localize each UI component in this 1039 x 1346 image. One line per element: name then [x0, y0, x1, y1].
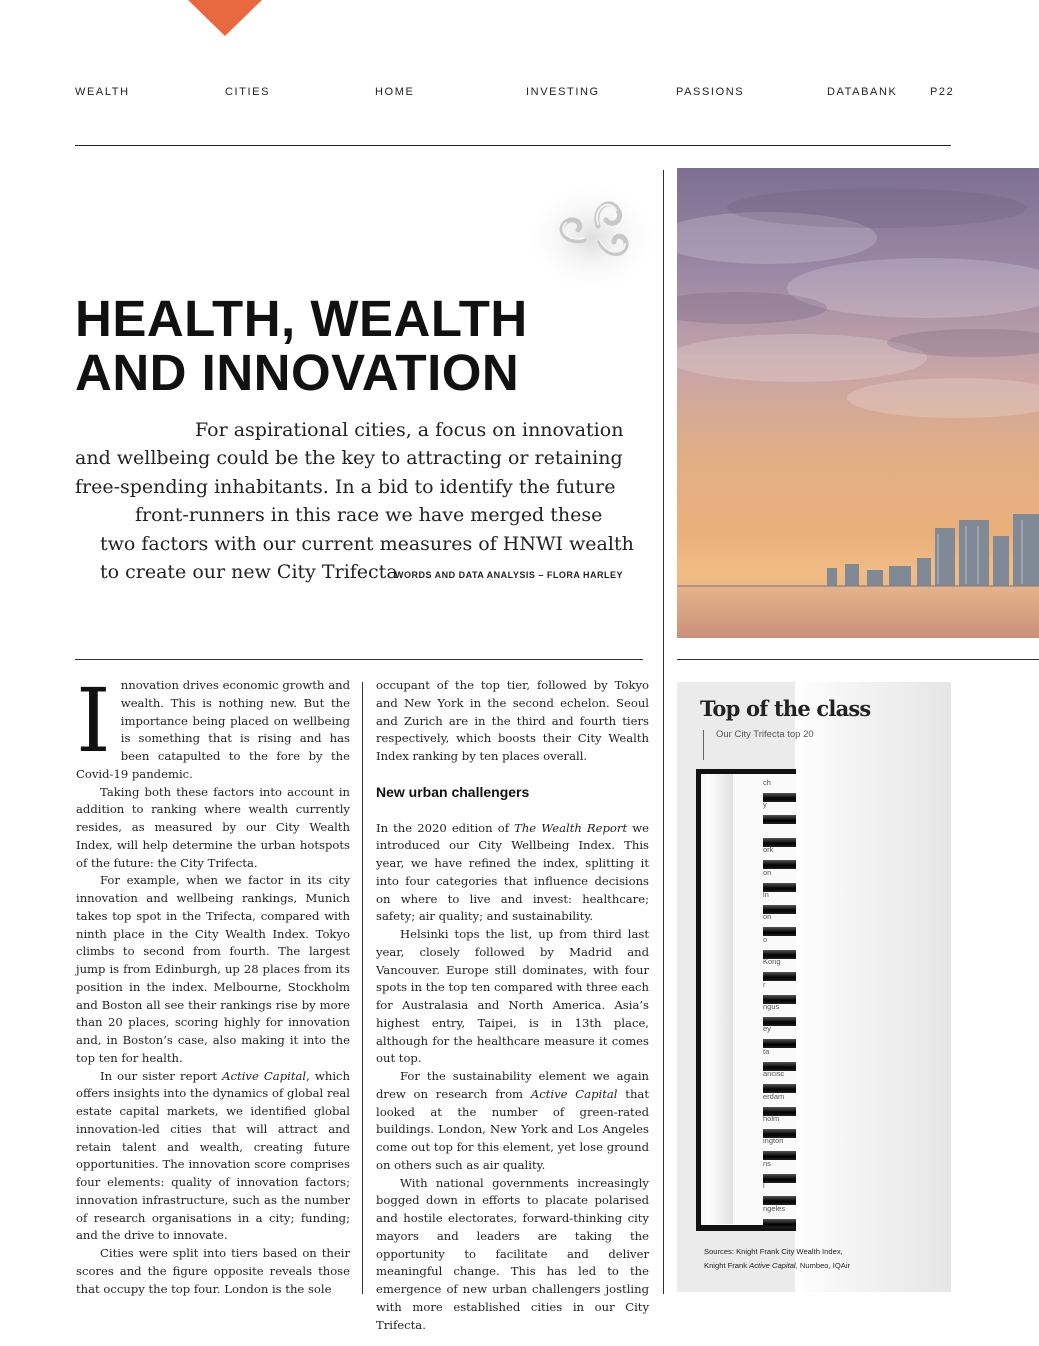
sources-line: Sources: Knight Frank City Wealth Index,	[704, 1247, 843, 1256]
standfirst-line: and wellbeing could be the key to attracting or retaining	[75, 447, 623, 470]
sidebar-subtitle: Our City Trifecta top 20	[716, 729, 814, 740]
nav-item-home[interactable]: HOME	[375, 86, 415, 98]
report-title: Active Capital	[530, 1086, 618, 1101]
bar-label: ns	[763, 1158, 771, 1168]
body-column-2	[376, 677, 649, 1334]
report-title: Active Capital	[222, 1068, 307, 1083]
standfirst-line: For aspirational cities, a focus on innovation	[195, 419, 624, 441]
bar-label: ln	[763, 890, 769, 899]
body-paragraph: Helsinki tops the list, up from third last year, closely followed by Madrid and Vancouver. Europe still dominates, with four spots in the top ten compared with three each for Australasia and North America. Asia’s highest entry, Taipei, is in 13th place, although for the healthcare measure it comes out top.	[376, 927, 649, 1066]
body-paragraph: occupant of the top tier, followed by Tokyo and New York in the second echelon. Seoul and Zurich are in the third and fourth tiers respectively, which boosts their City Wealth Index ranking by ten places overall.	[376, 678, 649, 763]
bar-label: ta	[763, 1046, 770, 1056]
triskelion-ornament	[500, 160, 660, 300]
standfirst	[75, 416, 634, 586]
text-run: Knight Frank	[704, 1261, 750, 1270]
nav-item-wealth[interactable]: WEALTH	[75, 86, 130, 98]
standfirst-line: two factors with our current measures of HNWI wealth	[100, 532, 634, 555]
bar-label: on	[763, 912, 772, 922]
text-run: that looked at the number of green-rated buildings. London, New York and Los Angeles come out top for this element, yet lose ground on others such as air quality.	[376, 1086, 649, 1172]
body-paragraph: Cities were split into tiers based on their scores and the figure opposite reveals those that occupy the top four. London is the sole	[76, 1246, 350, 1296]
sidebar-panel	[677, 682, 951, 1292]
nav-item-investing[interactable]: INVESTING	[526, 86, 600, 98]
bar-label: o	[763, 934, 768, 944]
report-title: The Wealth Report	[514, 820, 628, 835]
body-paragraph: With national governments increasingly bogged down in efforts to placate polarised and hostile electorates, forward-thinking city mayors and leaders are taking the opportunity to facilitate and deliver meaningful change. This has led to the emergence of new urban challengers jostling with more established cities in our City Trifecta.	[376, 1175, 649, 1332]
standfirst-line: free-spending inhabitants. In a bid to identify the future	[75, 475, 616, 498]
body-column-1	[76, 669, 350, 1298]
section-nav	[75, 86, 955, 102]
skyline-photo	[677, 168, 1039, 638]
byline: WORDS AND DATA ANALYSIS – FLORA HARLEY	[395, 570, 624, 580]
body-paragraph	[376, 1068, 649, 1175]
bar-label: r	[763, 979, 766, 989]
bar-label: ngus	[763, 1002, 780, 1011]
bar-label: l	[763, 1181, 765, 1191]
sidebar-title: Top of the class	[700, 696, 871, 721]
bar-label: Kong	[763, 957, 781, 967]
nav-item-cities[interactable]: CITIES	[225, 86, 271, 98]
subheading: New urban challengers	[376, 783, 530, 800]
drop-cap: I	[76, 669, 111, 772]
body-paragraph: nnovation drives economic growth and wealth. This is nothing new. But the importance being placed on wellbeing is something that is rising and has been catapulted to the fore by the Covid-19 pandemic.	[76, 678, 350, 781]
sources-note	[704, 1245, 850, 1273]
text-run: , which offers insights into the dynamics of global real estate capital markets, we identified global innovation-led cities that will attract and retain talent and wealth, creating future opportunities. The innovation score comprises four elements: quality of innovation factors; innovation infrastructure, such as the number of research organisations in a city; funding; and the drive to innovate.	[76, 1068, 350, 1243]
article-headline	[75, 292, 655, 400]
column-divider-main	[663, 170, 664, 1294]
chart-bar	[763, 1219, 796, 1228]
nav-item-databank[interactable]: DATABANK	[827, 86, 898, 98]
bar-label: holm	[763, 1114, 780, 1123]
text-run: For the sustainability element we again drew on research from	[376, 1069, 649, 1101]
header-rule	[75, 145, 951, 146]
bar-label: ch	[763, 778, 771, 787]
bar-label: on	[763, 867, 772, 877]
section-rule-left	[75, 659, 643, 660]
body-paragraph	[76, 1068, 350, 1246]
standfirst-line: front-runners in this race we have merged these	[135, 504, 603, 527]
panel-gradient	[795, 682, 951, 1292]
section-rule-right	[677, 659, 1039, 660]
page-number: P22	[930, 86, 955, 98]
bar-label: ey	[763, 1024, 771, 1034]
text-run: In our sister report	[100, 1068, 223, 1083]
bar-label: ork	[763, 845, 774, 855]
bar-label: y	[763, 800, 767, 810]
report-title: Active Capital	[749, 1261, 796, 1270]
bar-label: ngeles	[763, 1203, 786, 1213]
column-divider-body	[362, 682, 363, 1294]
headline-line-1: HEALTH, WEALTH	[75, 290, 528, 347]
accent-marker	[188, 0, 262, 36]
chart-inner-shade	[707, 774, 733, 1224]
chart-bar	[763, 815, 796, 824]
body-paragraph: Taking both these factors into account in addition to ranking where wealth currently resides, as measured by our City Wealth Index, will help determine the urban hotspots of the future: the City Trifecta.	[76, 784, 350, 870]
body-paragraph	[376, 820, 649, 927]
subtitle-rule	[703, 730, 704, 760]
text-run: we introduced our City Wellbeing Index. This year, we have refined the index, splitting it into four categories that influence decisions on where to live and invest: healthcare; safety; air quality; and sustainability.	[376, 820, 650, 924]
bar-label: ington	[763, 1136, 784, 1146]
sources-line	[704, 1259, 850, 1273]
standfirst-line: to create our new City Trifecta	[100, 561, 398, 584]
headline-line-2: AND INNOVATION	[75, 344, 520, 401]
bar-label: ancisc	[763, 1069, 785, 1079]
text-run: In the 2020 edition of	[376, 820, 515, 835]
text-run: , Numbeo, IQAir	[795, 1261, 851, 1270]
nav-item-passions[interactable]: PASSIONS	[676, 86, 745, 98]
bar-label: erdam	[763, 1091, 785, 1101]
body-paragraph: For example, when we factor in its city innovation and wellbeing rankings, Munich takes top spot in the Trifecta, compared with ninth place in the City Wealth Index. Tokyo climbs to second from fourth. The largest jump is from Edinburgh, up 28 places from its position in the index. Melbourne, Stockholm and Boston all see their rankings rise by more than 20 places, scoring highly for innovation and, in Boston’s case, also making it into the top ten for health.	[76, 873, 350, 1065]
